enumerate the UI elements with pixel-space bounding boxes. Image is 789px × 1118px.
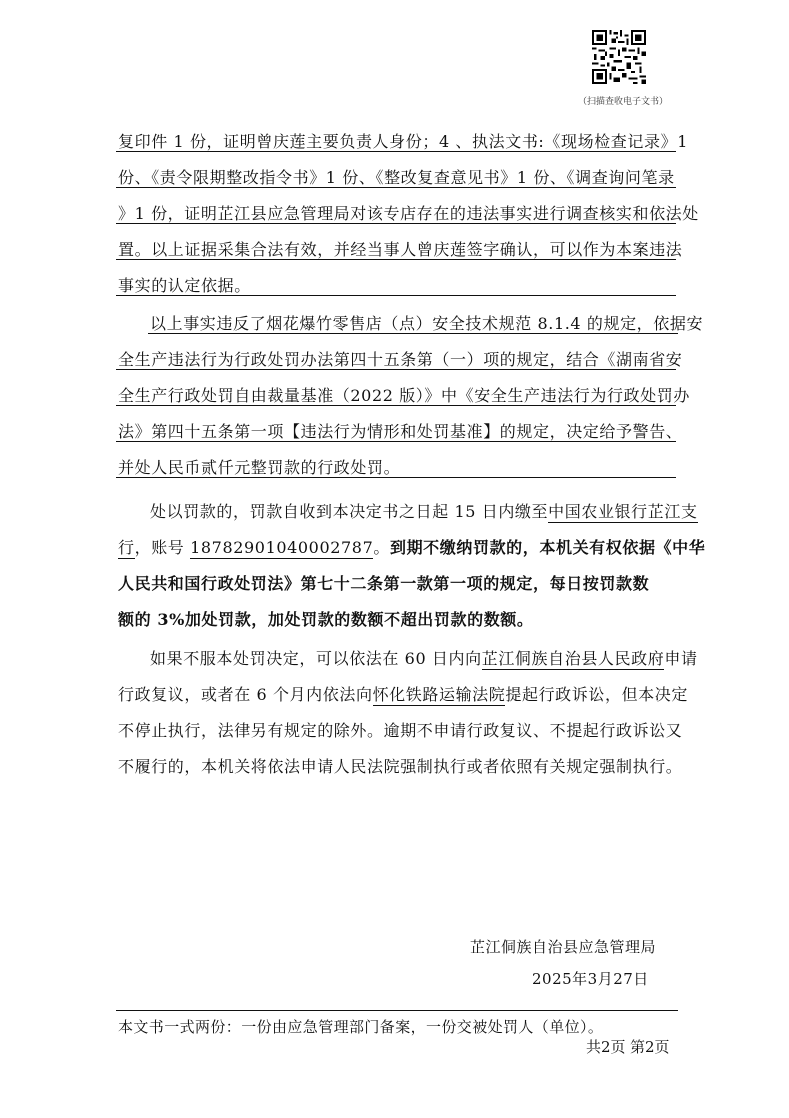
- text-line: 并处人民币贰仟元整罚款的行政处罚。: [118, 458, 401, 477]
- text-line: 不停止执行，法律另有规定的除外。逾期不申请行政复议、不提起行政诉讼又: [118, 721, 683, 740]
- underline: [116, 259, 676, 260]
- footer-note: 本文书一式两份：一份由应急管理部门备案，一份交被处罚人（单位）。: [118, 1018, 604, 1036]
- text-line: 置。以上证据采集合法有效，并经当事人曾庆莲签字确认，可以作为本案违法: [118, 240, 683, 259]
- underline: [116, 441, 676, 442]
- text-segment: 行政复议，或者在 6 个月内依法向: [118, 685, 373, 704]
- text-segment: ，账号: [134, 538, 191, 557]
- government-name: 芷江侗族自治县人民政府: [481, 649, 665, 668]
- bold-text: 到期不缴纳罚款的，本机关有权依据《中华: [389, 538, 706, 557]
- text-segment: 申请: [664, 649, 698, 668]
- account-number: 18782901040002787: [190, 538, 374, 557]
- text-line: 全生产违法行为行政处罚办法第四十五条第（一）项的规定，结合《湖南省安: [118, 350, 683, 369]
- qr-caption: （扫描查收电子文书）: [578, 97, 669, 107]
- court-name: 怀化铁路运输法院: [372, 685, 506, 704]
- text-segment: 如果不服本处罚决定，可以依法在 60 日内向: [150, 649, 482, 668]
- fine-payment-paragraph: [118, 494, 706, 638]
- text-line: 份、《责令限期整改指令书》1 份、《整改复查意见书》1 份、《调查询问笔录: [118, 168, 675, 187]
- text-segment: 处以罚款的，罚款自收到本决定书之日起 15 日内缴至: [150, 502, 549, 521]
- text-line: 全生产行政处罚自由裁量基准（2022 版）》中《安全生产违法行为行政处罚办: [118, 386, 691, 405]
- underline: [116, 295, 676, 296]
- page-number: 第2页: [630, 1038, 670, 1056]
- bold-text: 人民共和国行政处罚法》第七十二条第一款第一项的规定，每日按罚款数: [118, 574, 650, 593]
- bank-name: 行: [118, 538, 135, 557]
- underline: [116, 369, 676, 370]
- appeal-paragraph: [118, 641, 698, 785]
- underline: [116, 151, 676, 152]
- total-pages: 共2页: [586, 1038, 626, 1056]
- bold-text: 额的 3%加处罚款，加处罚款的数额不超出罚款的数额。: [118, 610, 534, 629]
- underline: [148, 333, 678, 334]
- text-segment: 提起行政诉讼，但本决定: [505, 685, 688, 704]
- text-line: 不履行的，本机关将依法申请人民法院强制执行或者依照有关规定强制执行。: [118, 757, 683, 776]
- bank-name: 中国农业银行芷江支: [548, 502, 698, 521]
- text-line: 》1 份，证明芷江县应急管理局对该专店存在的违法事实进行调查核实和依法处: [118, 204, 699, 223]
- text-line: 复印件 1 份，证明曾庆莲主要负责人身份；4 、执法文书:《现场检查记录》1: [118, 132, 688, 151]
- underline: [116, 187, 676, 188]
- text-line: 事实的认定依据。: [118, 276, 251, 295]
- underline: [116, 477, 676, 478]
- issuing-organization: 芷江侗族自治县应急管理局: [470, 938, 657, 956]
- qr-code-icon: [592, 30, 646, 84]
- underline: [116, 223, 676, 224]
- underline: [116, 405, 676, 406]
- issue-date: 2025年3月27日: [532, 970, 649, 988]
- text-line: 以上事实违反了烟花爆竹零售店（点）安全技术规范 8.1.4 的规定，依据安: [150, 314, 704, 333]
- text-line: 法》第四十五条第一项【违法行为情形和处罚基准】的规定，决定给予警告、: [118, 422, 683, 441]
- text-segment: 。: [373, 538, 390, 557]
- footer-divider: [116, 1010, 678, 1011]
